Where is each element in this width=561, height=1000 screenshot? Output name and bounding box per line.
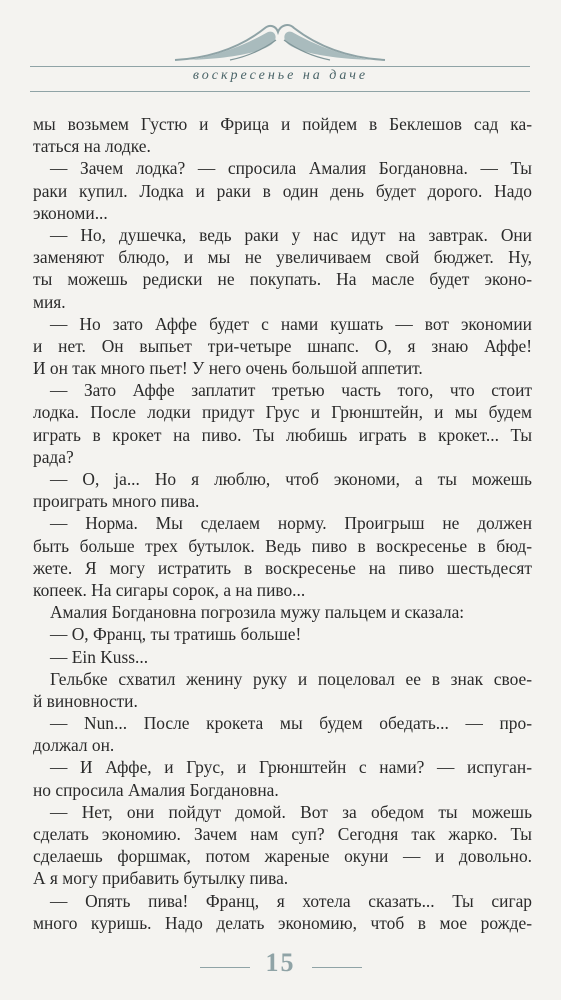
text-line: — Нет, они пойдут домой. Вот за обедом ты можешь <box>50 801 532 822</box>
header-rule-bottom <box>30 91 530 92</box>
text-line: — Nun... После крокета мы будем обедать... — про- <box>50 713 532 734</box>
page-body-text <box>33 113 532 934</box>
text-line: быть больше трех бутылок. Ведь пиво в воскресенье в бюд- <box>33 535 532 556</box>
text-line: — Зато Аффе заплатит третью часть того, что стоит <box>50 380 532 401</box>
page-header <box>0 0 561 95</box>
footer-rule-right <box>312 967 362 968</box>
text-line: должал он. <box>33 735 115 756</box>
text-line: мия. <box>33 291 66 312</box>
running-title: воскресенье на даче <box>192 68 369 83</box>
text-line: лодка. После лодки придут Грус и Грюнштейн, и мы будем <box>33 402 532 423</box>
text-line: жете. Я могу истратить в воскресенье на пиво шестьдесят <box>33 557 532 578</box>
text-line: играть в крокет на пиво. Ты любишь играть в крокет... Ты <box>33 424 532 445</box>
text-line: Гельбке схватил женину руку и поцеловал ее в знак свое- <box>50 668 532 689</box>
text-line: — Ein Kuss... <box>50 646 149 667</box>
text-line: — Зачем лодка? — спросила Амалия Богдановна. — Ты <box>50 158 532 179</box>
text-line: сделать экономию. Зачем нам суп? Сегодня так жарко. Ты <box>33 824 532 844</box>
page-number: 15 <box>265 948 296 977</box>
text-line: и нет. Он выпьет три-четыре шнапс. О, я знаю Аффе! <box>33 335 532 356</box>
text-line: Амалия Богдановна погрозила мужу пальцем и сказала: <box>50 602 465 623</box>
text-line: сделаешь форшмак, потом жареные окуни — и довольно. <box>33 846 532 867</box>
text-line: — И Аффе, и Грус, и Грюнштейн с нами? — испуган- <box>50 757 532 778</box>
text-line: копеек. На сигары сорок, а на пиво... <box>33 579 306 600</box>
text-line: мы возьмем Густю и Фрица и пойдем в Беклешов сад ка- <box>33 114 532 134</box>
text-line: таться на лодке. <box>33 136 151 157</box>
text-line: — Но зато Аффе будет с нами кушать — вот экономии <box>50 313 532 334</box>
wave-ornament-icon <box>170 18 390 62</box>
text-line: й виновности. <box>33 690 138 711</box>
text-line: — Но, душечка, ведь раки у нас идут на завтрак. Они <box>50 224 532 245</box>
text-line: экономи... <box>33 202 108 223</box>
text-line: рада? <box>33 446 74 467</box>
header-rule-top <box>30 66 530 67</box>
text-line: ты можешь редиски не покупать. На масле будет эконо- <box>33 269 532 290</box>
text-line: И он так много пьет! У него очень большой аппетит. <box>33 358 423 379</box>
text-line: А я могу прибавить бутылку пива. <box>33 868 289 889</box>
text-line: — О, ja... Но я люблю, чтоб экономи, а ты можешь <box>50 469 532 489</box>
text-line: — Норма. Мы сделаем норму. Проигрыш не должен <box>50 513 532 534</box>
text-line: раки купил. Лодка и раки в один день будет дорого. Надо <box>33 180 532 201</box>
text-line: — О, Франц, ты тратишь больше! <box>50 624 302 645</box>
text-line: — Опять пива! Франц, я хотела сказать... Ты сигар <box>50 890 532 911</box>
text-line: проиграть много пива. <box>33 491 200 512</box>
text-line: много куришь. Надо делать экономию, чтоб в мое рожде- <box>33 912 532 933</box>
text-line: заменяют блюдо, и мы не увеличиваем свой бюджет. Ну, <box>33 247 532 268</box>
text-line: но спросила Амалия Богдановна. <box>33 779 279 800</box>
